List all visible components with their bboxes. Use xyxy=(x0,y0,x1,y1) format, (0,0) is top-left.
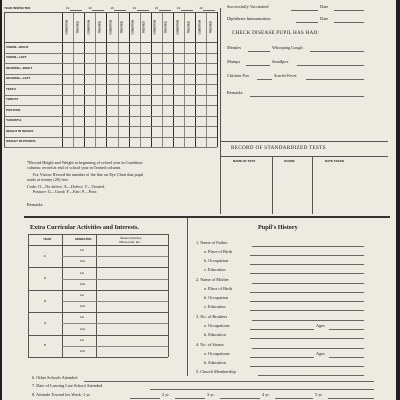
attitude-5yr: 5 yr. xyxy=(315,392,323,397)
other-schools-label: 6. Other Schools Attended xyxy=(32,375,78,380)
treated-col-header: TREATED xyxy=(120,21,124,34)
treated-col-header: TREATED xyxy=(98,21,102,34)
condition-col-header: CONDITION xyxy=(87,20,91,35)
history-f1a: a. Place of Birth xyxy=(204,249,232,254)
treated-col-header: TREATED xyxy=(165,21,169,34)
health-row-label: WEIGHT IN POUNDS xyxy=(6,139,36,144)
extra-year-number: 3 xyxy=(44,298,46,303)
year-inspected-19: 19 xyxy=(199,6,203,10)
history-f2b: b. Occupation xyxy=(204,295,229,300)
attitude-2yr: 2 yr. xyxy=(162,392,170,397)
extra-col-activities-1: Student Activities xyxy=(120,236,142,240)
note-line-5: Code: O—No defect; X—Defect; V—Treated. xyxy=(27,184,106,189)
history-f1b: b. Occupation xyxy=(204,258,229,263)
health-row-label: *GROWTH: xyxy=(6,118,22,123)
condition-col-header: CONDITION xyxy=(154,20,158,35)
treated-col-header: TREATED xyxy=(187,21,191,34)
history-f1c: c. Education xyxy=(204,267,226,272)
treated-col-header: TREATED xyxy=(209,21,213,34)
history-f4a: a. Occupations xyxy=(204,351,230,356)
history-ages-label: Ages xyxy=(316,351,325,356)
history-f5: 5. Church Membership xyxy=(196,369,236,374)
history-f3a: a. Occupations xyxy=(204,323,230,328)
history-f2c: c. Education xyxy=(204,304,226,309)
immunization-remarks-label: Remarks: xyxy=(227,90,244,95)
condition-col-header: CONDITION xyxy=(176,20,180,35)
condition-col-header: CONDITION xyxy=(65,20,69,35)
vaccinated-date-label: Date xyxy=(320,4,329,9)
health-row-label: THROAT xyxy=(6,97,19,102)
condition-col-header: CONDITION xyxy=(198,20,202,35)
mumps-label: Mumps xyxy=(227,59,241,64)
history-f3: 3. No. of Brothers xyxy=(196,314,228,319)
history-f4b: b. Education xyxy=(204,360,226,365)
semester-1st: 1st xyxy=(80,270,85,275)
semester-2nd: 2nd xyxy=(80,259,86,264)
tests-col-name: NAME OF TEST xyxy=(233,159,256,163)
semester-2nd: 2nd xyxy=(80,281,86,286)
extra-year-number: 4 xyxy=(44,320,46,325)
year-inspected-label: YEAR INSPECTED xyxy=(4,6,31,10)
health-row-label: TEETH xyxy=(6,86,16,91)
notes-remarks-label: Remarks: xyxy=(27,202,44,207)
note-line-3: For Vision: Record the number of the line on Eye Chart that pupil xyxy=(33,172,144,177)
attitude-3yr: 3 yr. xyxy=(207,392,215,397)
date-leaving-label: 7. Date of Leaving Last School Attended xyxy=(32,383,103,388)
extra-col-activities-2: Offices Held, Etc. xyxy=(119,240,141,244)
year-inspected-19: 19 xyxy=(110,6,114,10)
diphtheria-date-label: Date xyxy=(320,16,329,21)
history-ages-label: Ages xyxy=(316,323,325,328)
extra-year-number: 1 xyxy=(44,253,46,258)
health-row-label: VISION—LEFT xyxy=(6,55,27,60)
semester-1st: 1st xyxy=(80,315,85,320)
scan-edge-right xyxy=(396,0,400,400)
year-inspected-19: 19 xyxy=(132,6,136,10)
semester-2nd: 2nd xyxy=(80,304,86,309)
health-row-label: HEARING—RIGHT xyxy=(6,65,33,70)
semester-1st: 1st xyxy=(80,292,85,297)
health-row-label: POSTURE xyxy=(6,107,21,112)
tests-col-score: SCORE xyxy=(284,159,295,163)
note-line-4: reads at twenty (20) feet. xyxy=(27,177,69,182)
history-f1: 1. Name of Father xyxy=(196,240,228,245)
semester-1st: 1st xyxy=(80,248,85,253)
condition-col-header: CONDITION xyxy=(131,20,135,35)
year-inspected-19: 19 xyxy=(154,6,159,10)
history-f4: 4. No. of Sisters xyxy=(196,342,224,347)
health-row-label: HEIGHT IN INCHES xyxy=(6,128,34,133)
measles-label: Measles xyxy=(227,45,242,50)
chicken-pox-label: Chicken Pox xyxy=(227,73,250,78)
extra-col-year: YEAR xyxy=(43,237,52,241)
year-inspected-19: 19 xyxy=(177,6,181,10)
note-line-2: column; record at end of school year in Treated column. xyxy=(27,165,121,170)
history-f2a: a. Place of Birth xyxy=(204,286,232,291)
smallpox-label: Smallpox xyxy=(272,59,289,64)
semester-1st: 1st xyxy=(80,337,85,342)
treated-col-header: TREATED xyxy=(76,21,80,34)
note-line-6: Posture: G—Good; F—Fair; P—Poor. xyxy=(33,189,98,194)
year-inspected-19: 19 xyxy=(88,6,92,10)
extra-year-number: 2 xyxy=(44,276,46,281)
semester-2nd: 2nd xyxy=(80,326,86,331)
attitude-label: 8. Attitude Toward his Work: 1 yr. xyxy=(32,392,91,397)
health-row-label: VISION—RIGHT xyxy=(6,44,29,49)
tests-col-date: DATE TAKEN xyxy=(325,159,344,163)
diphtheria-label: Diphtheria Immunization xyxy=(227,16,271,21)
health-row-label: HEARING—LEFT xyxy=(6,76,31,81)
attitude-4yr: 4 yr. xyxy=(262,392,270,397)
condition-col-header: CONDITION xyxy=(109,20,113,35)
history-f3b: b. Education xyxy=(204,332,226,337)
scarlet-fever-label: Scarlet Fever xyxy=(274,73,297,78)
whooping-cough-label: Whooping Cough xyxy=(272,45,303,50)
history-heading: Pupil's History xyxy=(258,224,298,231)
semester-2nd: 2nd xyxy=(80,348,86,353)
tests-heading: RECORD OF STANDARDIZED TESTS xyxy=(231,145,326,151)
check-disease-heading: CHECK DISEASE PUPIL HAS HAD: xyxy=(232,30,319,36)
treated-col-header: TREATED xyxy=(142,21,146,34)
extra-col-semester: SEMESTER xyxy=(75,237,92,241)
extra-year-number: 5 xyxy=(44,343,46,348)
vaccinated-label: Successfully Vaccinated xyxy=(227,4,269,9)
scan-edge-left xyxy=(0,0,2,400)
history-f2: 2. Name of Mother xyxy=(196,277,229,282)
note-line-1: *Record Height and Weight at beginning of school year in Condition xyxy=(27,160,143,165)
extra-heading: Extra Curricular Activities and Interests. xyxy=(30,224,139,231)
year-inspected-19: 19 xyxy=(66,6,70,10)
